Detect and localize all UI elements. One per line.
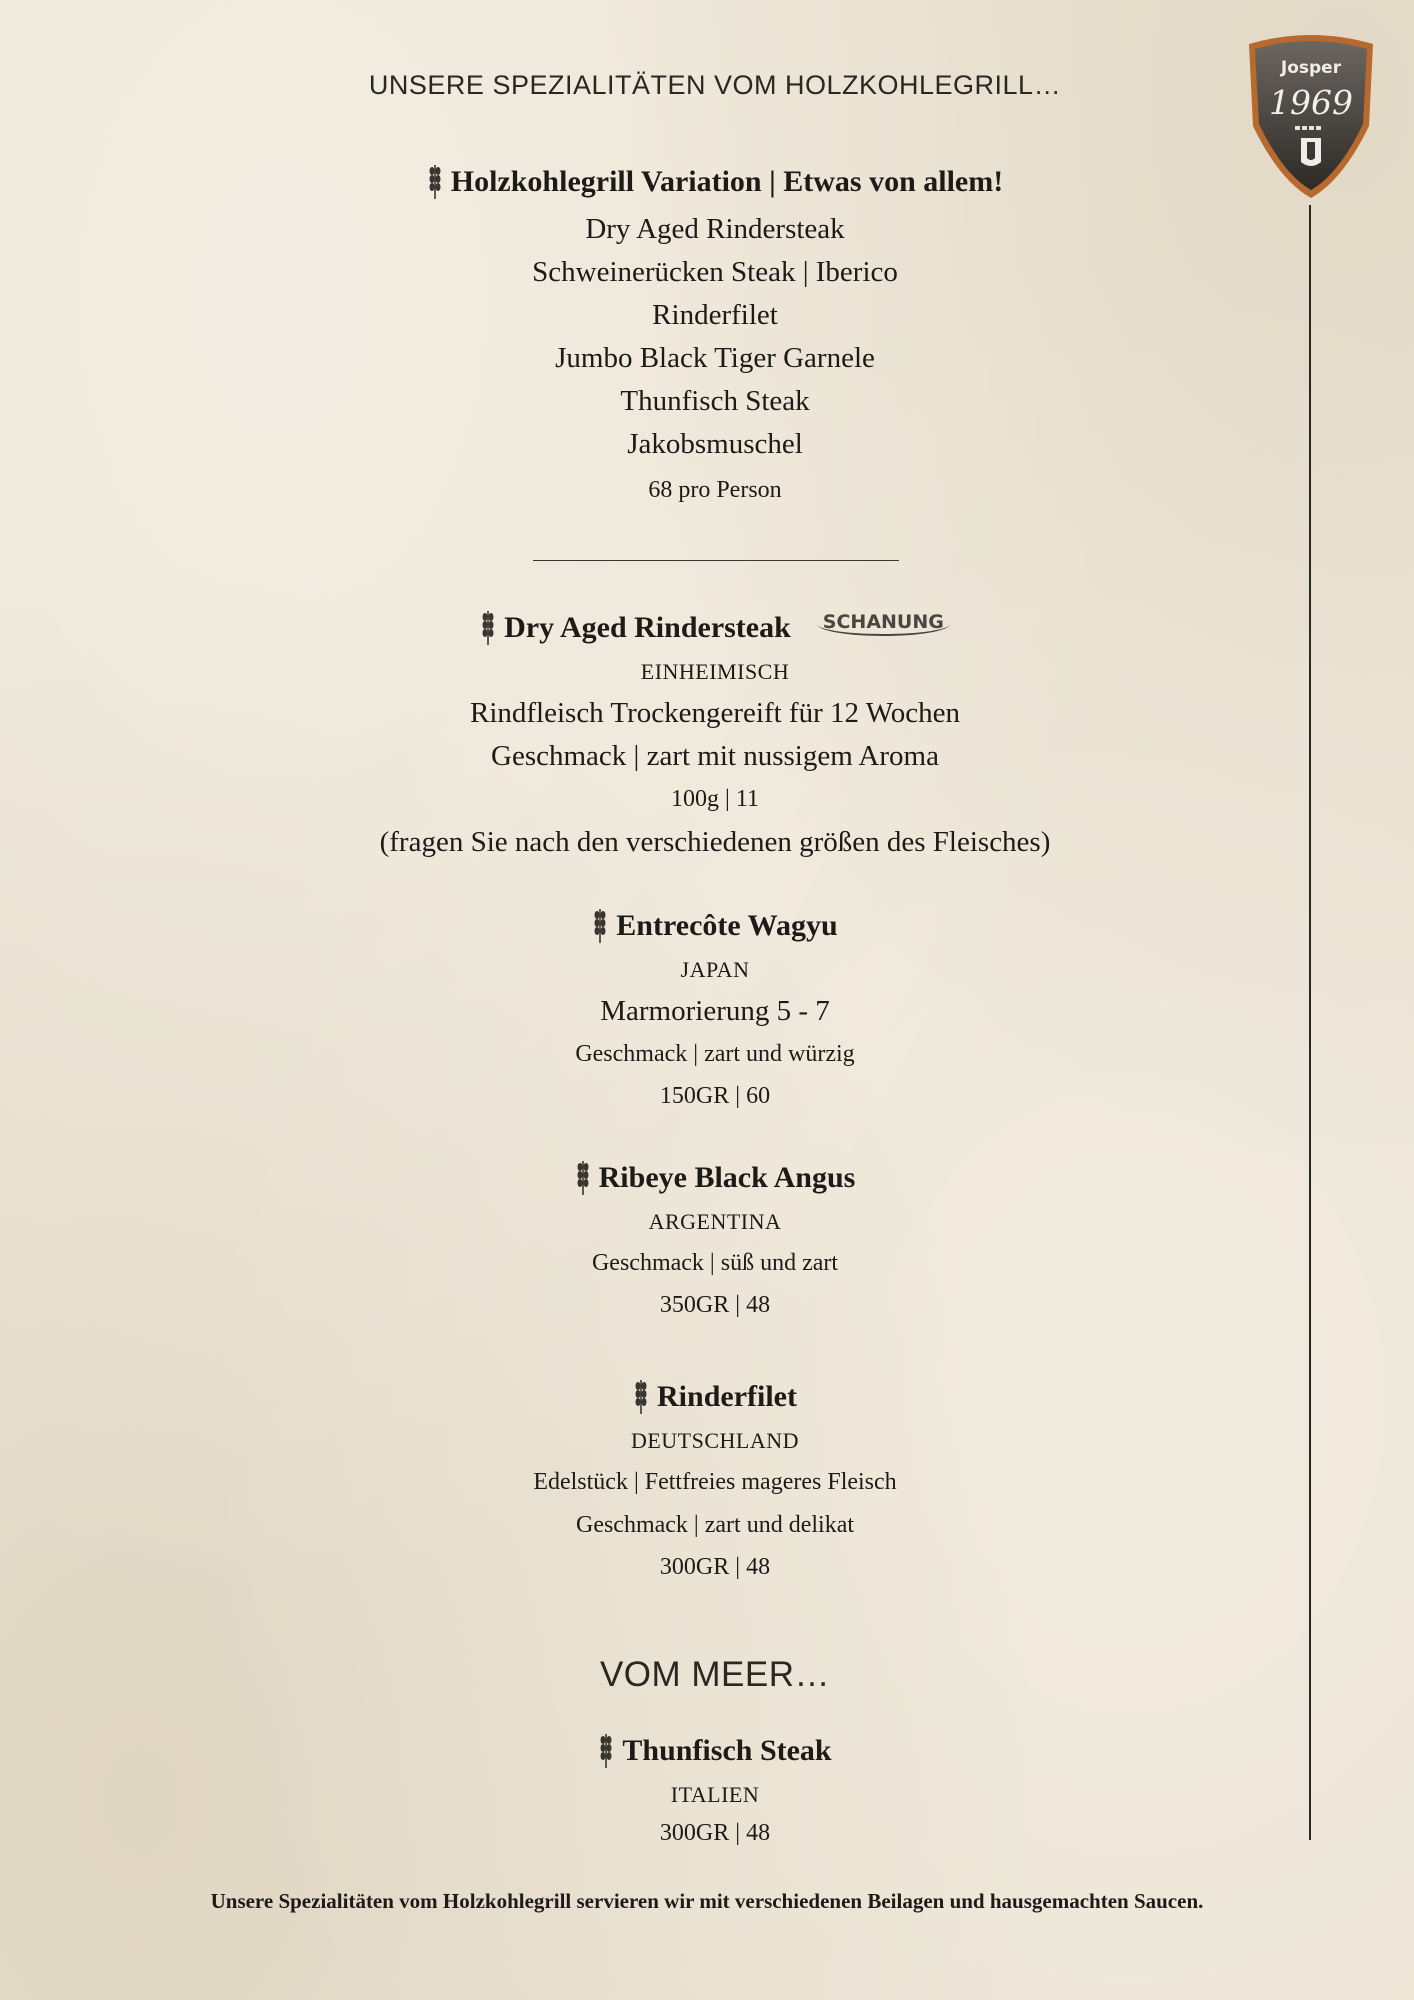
dish-name: Ribeye Black Angus <box>598 1161 856 1194</box>
dish-description: Marmorierung 5 - 7 <box>600 995 830 1027</box>
dish-origin: DEUTSCHLAND <box>630 1428 800 1453</box>
variation-item: Schweinerücken Steak | Iberico <box>532 256 898 288</box>
dish-title <box>575 1159 856 1197</box>
dish-price: 300GR | 48 <box>659 1554 771 1580</box>
dish-origin: JAPAN <box>680 957 750 982</box>
dish-title <box>598 1732 831 1770</box>
dish-name: Thunfisch Steak <box>622 1734 832 1767</box>
wheat-icon <box>598 1732 614 1770</box>
dish-note: (fragen Sie nach den verschiedenen größen des Fleisches) <box>379 826 1051 858</box>
variation-section <box>230 163 1200 510</box>
logo-brand: Josper <box>1280 58 1342 78</box>
dish-price: 150GR | 60 <box>659 1083 771 1109</box>
butcher-logo: SCHANUNG <box>817 612 950 636</box>
dish-origin: ARGENTINA <box>648 1209 782 1234</box>
variation-item: Jakobsmuschel <box>627 428 803 460</box>
ribeye-section <box>230 1159 1200 1325</box>
dish-taste: Geschmack | zart und delikat <box>575 1512 855 1538</box>
dish-name: Holzkohlegrill Variation | Etwas von allem! <box>450 165 1004 198</box>
variation-item: Jumbo Black Tiger Garnele <box>555 342 875 374</box>
vertical-rule <box>1309 205 1311 1840</box>
dish-title <box>592 907 837 945</box>
dish-price: 68 pro Person <box>648 477 782 503</box>
dish-origin: EINHEIMISCH <box>640 659 790 684</box>
variation-item: Dry Aged Rindersteak <box>585 213 845 245</box>
dry-aged-section <box>230 609 1200 864</box>
dish-title <box>633 1378 797 1416</box>
dish-name: Entrecôte Wagyu <box>616 909 838 942</box>
dish-name: Dry Aged Rindersteak <box>504 611 791 644</box>
wheat-icon <box>633 1378 649 1416</box>
dish-description: Rindfleisch Trockengereift für 12 Wochen <box>469 697 961 729</box>
dish-price: 100g | 11 <box>671 786 759 812</box>
divider <box>533 560 899 561</box>
variation-item: Rinderfilet <box>652 299 778 331</box>
tuna-section <box>230 1732 1200 1851</box>
dish-price: 350GR | 48 <box>659 1292 771 1318</box>
page-title: UNSERE SPEZIALITÄTEN VOM HOLZKOHLEGRILL… <box>368 70 1062 100</box>
variation-item: Thunfisch Steak <box>620 385 810 417</box>
dish-taste: Geschmack | zart mit nussigem Aroma <box>491 740 939 772</box>
wagyu-section <box>230 907 1200 1116</box>
wheat-icon <box>592 907 608 945</box>
dish-origin: ITALIEN <box>670 1782 760 1807</box>
wheat-icon <box>575 1159 591 1197</box>
dish-title <box>427 163 1003 201</box>
footer-note: Unsere Spezialitäten vom Holzkohlegrill servieren wir mit verschiedenen Beilagen und hausgemachten Saucen. <box>210 1889 1204 1913</box>
filet-section <box>230 1378 1200 1587</box>
dish-name: Rinderfilet <box>657 1380 797 1413</box>
logo-year: 1969 <box>1269 83 1353 122</box>
dish-taste: Geschmack | zart und würzig <box>575 1041 855 1067</box>
dish-taste: Geschmack | süß und zart <box>591 1250 839 1276</box>
wheat-icon <box>480 609 496 647</box>
dish-price: 300GR | 48 <box>659 1820 771 1846</box>
dish-description: Edelstück | Fettfreies mageres Fleisch <box>533 1469 897 1495</box>
section-title-sea: VOM MEER… <box>599 1655 831 1694</box>
dish-title <box>480 609 950 647</box>
josper-logo <box>1243 30 1379 202</box>
wheat-icon <box>427 163 443 201</box>
